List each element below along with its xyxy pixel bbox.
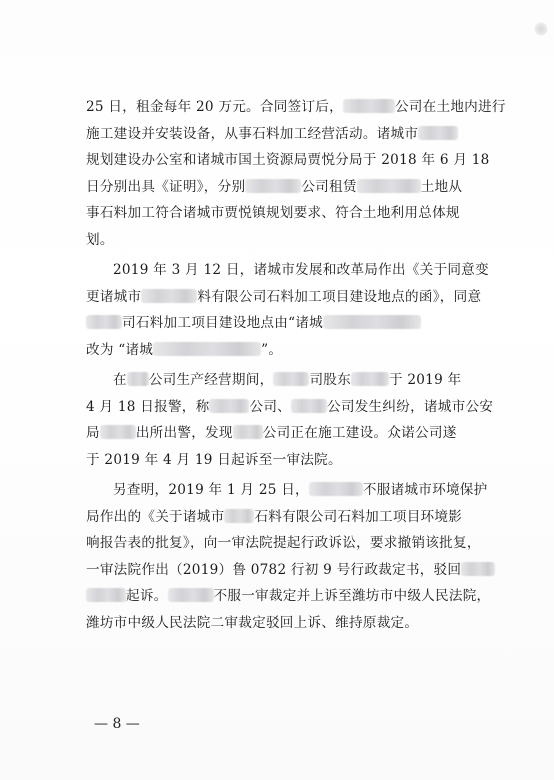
- text-line: [86, 227, 490, 254]
- text-line: [86, 530, 490, 557]
- text-segment: 公司租赁: [301, 178, 357, 195]
- text-segment: 公司在土地内进行: [394, 99, 506, 115]
- text-segment: 于 2019 年 4 月 19 日起诉至一审法院。: [86, 451, 342, 468]
- text-segment: 公司发生纠纷，诸城市公安: [327, 398, 494, 415]
- text-segment: 于 2019 年: [388, 372, 462, 388]
- redaction-blur: [141, 289, 197, 303]
- redaction-blur: [86, 315, 122, 329]
- redaction-blur: [273, 372, 309, 386]
- text-segment: 公司、: [249, 398, 292, 415]
- redaction-blur: [168, 588, 214, 602]
- text-segment: ”。: [261, 341, 283, 358]
- text-line: [86, 504, 490, 531]
- text-segment: 局作出的《关于诸城市: [86, 508, 225, 525]
- text-line: [86, 420, 490, 447]
- redaction-blur: [86, 588, 126, 602]
- text-segment: 司石料加工项目建设地点由“诸城: [122, 315, 324, 331]
- redaction-blur: [100, 425, 136, 439]
- redaction-blur: [291, 399, 327, 413]
- text-line: [86, 583, 490, 610]
- redaction-blur: [309, 482, 363, 496]
- text-line: [86, 284, 490, 311]
- text-line: [86, 610, 490, 637]
- text-segment: 公司正在施工建设。众诺公司遂: [262, 425, 457, 441]
- text-line: [86, 94, 506, 121]
- redaction-blur: [245, 179, 301, 193]
- redaction-blur: [351, 372, 389, 386]
- text-segment: 规划建设办公室和诸城市国土资源局贾悦分局于 2018 年 6 月 18: [86, 152, 490, 168]
- text-segment: 局: [86, 425, 100, 441]
- text-segment: 事石料加工符合诸城市贾悦镇规划要求、符合土地利用总体规: [86, 205, 460, 221]
- text-segment: 更诸城市: [86, 288, 142, 305]
- redaction-blur: [127, 372, 149, 386]
- redaction-blur: [418, 126, 458, 140]
- text-segment: 土地从: [420, 178, 463, 195]
- redaction-blur: [233, 425, 263, 439]
- text-line: [86, 310, 490, 337]
- text-segment: 不服一审裁定并上诉至潍坊市中级人民法院，: [213, 588, 491, 604]
- text-line: [86, 477, 490, 504]
- text-segment: 起诉。: [126, 588, 168, 604]
- text-segment: 日分别出具《证明》，分别: [86, 178, 246, 195]
- text-segment: 料有限公司石料加工项目建设地点的函》，同意: [197, 288, 482, 305]
- text-segment: 改为 “诸城: [86, 341, 154, 358]
- text-segment: 不服诸城市环境保护: [362, 482, 488, 498]
- text-segment: 另查明，2019 年 1 月 25 日，: [113, 482, 309, 498]
- text-segment: 司股东: [309, 372, 351, 388]
- text-segment: 4 月 18 日报警，称: [86, 398, 210, 415]
- text-line: [86, 121, 490, 148]
- text-line: [86, 367, 490, 394]
- text-segment: 响报告表的批复》，向一审法院提起行政诉讼，要求撤销该批复，: [86, 535, 481, 551]
- redaction-blur: [357, 179, 421, 193]
- redaction-blur: [461, 562, 495, 576]
- text-segment: 2019 年 3 月 12 日，诸城市发展和改革局作出《关于同意变: [113, 262, 489, 278]
- redaction-blur: [153, 342, 261, 356]
- redaction-blur: [224, 509, 254, 523]
- text-line: [86, 174, 490, 201]
- text-segment: 一审法院作出（2019）鲁 0782 行初 9 号行政裁定书，驳回: [86, 561, 462, 578]
- text-segment: 出所出警，发现: [135, 425, 233, 441]
- text-line: [86, 147, 490, 174]
- redaction-blur: [343, 99, 395, 113]
- text-segment: 石料有限公司石料加工项目环境影: [254, 508, 463, 525]
- text-line: [86, 447, 490, 474]
- text-segment: 25 日，租金每年 20 万元。合同签订后，: [86, 99, 343, 115]
- text-segment: 施工建设并安装设备，从事石料加工经营活动。诸城市: [86, 125, 419, 142]
- text-segment: 潍坊市中级人民法院二审裁定驳回上诉、维持原裁定。: [86, 614, 419, 631]
- redaction-blur: [209, 399, 249, 413]
- page-number: — 8 —: [94, 716, 140, 732]
- redaction-blur: [323, 315, 421, 329]
- text-line: [86, 200, 490, 227]
- scan-mark: [534, 22, 548, 36]
- text-segment: 划。: [86, 231, 114, 248]
- text-segment: 在: [113, 372, 127, 388]
- text-line: [86, 337, 490, 364]
- text-line: [86, 394, 494, 421]
- document-body: [86, 94, 506, 636]
- text-line: [86, 257, 490, 284]
- text-line: [86, 557, 490, 584]
- text-segment: 公司生产经营期间，: [148, 372, 274, 388]
